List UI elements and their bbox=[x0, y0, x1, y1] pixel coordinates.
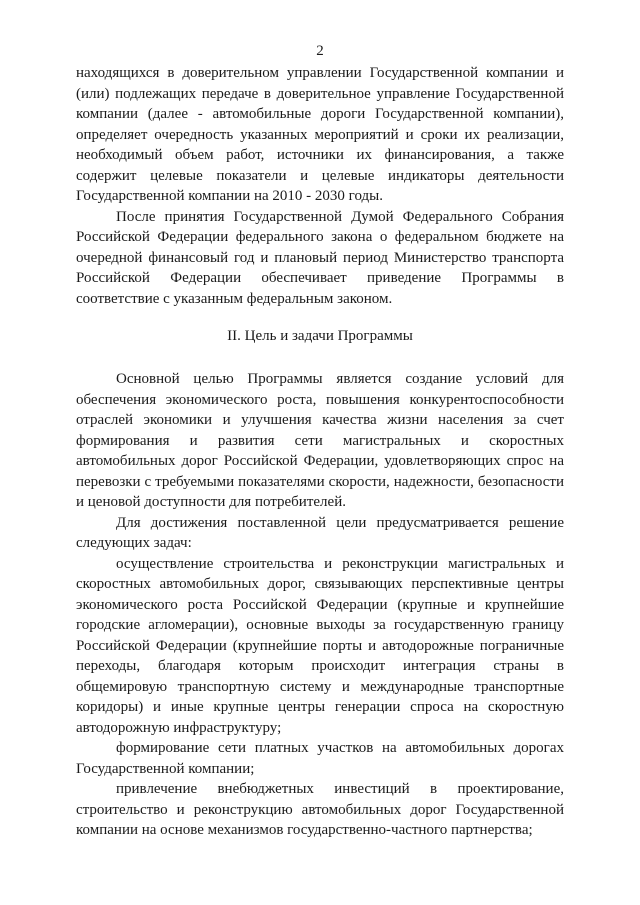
paragraph-budget-alignment: После принятия Государственной Думой Федерального Собрания Российской Федерации федерального закона о федеральном бюджете на очередной финансовый год и плановый период Министерство транспорта Российской Федерации обеспечивает приведение Программы в соответствие с указанным федеральным законом. bbox=[76, 208, 564, 307]
paragraph-continuation: находящихся в доверительном управлении Государственной компании и (или) подлежащих передаче в доверительное управление Государственной компании (далее - автомобильные дороги Государственной компании), определяет очередность указанных мероприятий и сроки их реализации, необходимый объем работ, источники их финансирования, а также содержит целевые показатели и целевые индикаторы деятельности Государственной компании на 2010 - 2030 годы. bbox=[76, 65, 564, 204]
paragraph-program-goal: Основной целью Программы является создание условий для обеспечения экономического роста, повышения конкурентоспособности отраслей экономики и улучшения качества жизни населения за счет формирования и развития сети магистральных и скоростных автомобильных дорог Российской Федерации, удовлетворяющих спрос на перевозки с требуемыми показателями скорости, надежности, безопасности и ценовой доступности для потребителей. bbox=[76, 371, 564, 510]
paragraph-tasks-intro: Для достижения поставленной цели предусматривается решение следующих задач: bbox=[76, 514, 564, 551]
document-body bbox=[76, 63, 564, 841]
page-number: 2 bbox=[316, 43, 324, 59]
paragraph-task-investment: привлечение внебюджетных инвестиций в проектирование, строительство и реконструкцию автомобильных дорог Государственной компании на основе механизмов государственно-частного партнерства; bbox=[76, 781, 564, 838]
paragraph-task-toll-roads: формирование сети платных участков на автомобильных дорогах Государственной компании; bbox=[76, 740, 564, 777]
section-heading: II. Цель и задачи Программы bbox=[227, 328, 413, 344]
paragraph-task-construction: осуществление строительства и реконструкции магистральных и скоростных автомобильных дорог, связывающих перспективные центры экономического роста Российской Федерации (крупные и крупнейшие городские агломерации), основные выходы за государственную границу Российской Федерации (крупнейшие порты и автодорожные пограничные переходы, благодаря которым происходит интеграция страны в общемировую транспортную систему и международные транспортные коридоры) и иные крупные центры генерации спроса на скоростную автодорожную инфраструктуру; bbox=[76, 555, 564, 736]
